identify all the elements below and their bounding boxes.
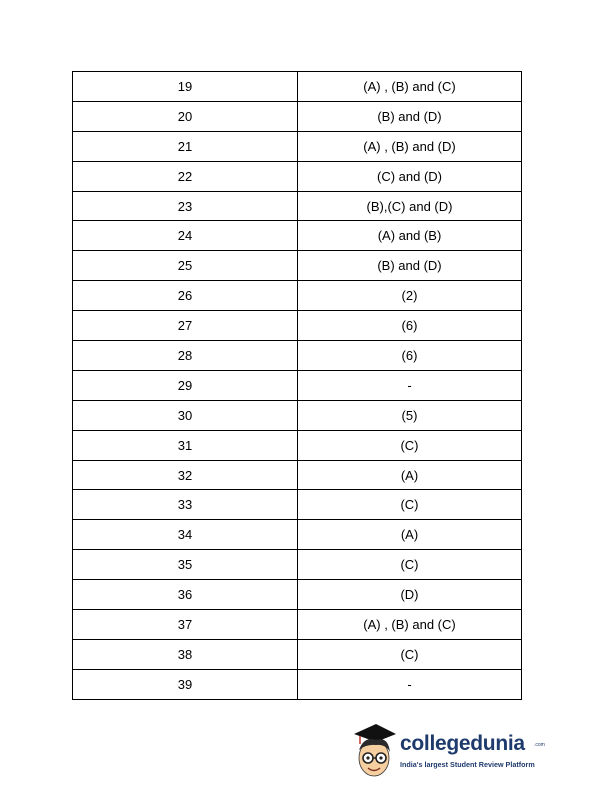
answer-rows [73,72,522,700]
mascot-icon [350,720,398,780]
answer: (C) [298,490,522,520]
question-number: 38 [73,639,298,669]
question-number: 33 [73,490,298,520]
answer: (A) [298,460,522,490]
question-number: 23 [73,191,298,221]
table-row [73,311,522,341]
answer: (5) [298,400,522,430]
table-row [73,490,522,520]
table-row [73,400,522,430]
question-number: 31 [73,430,298,460]
answer: (A) [298,520,522,550]
brand-tagline: India's largest Student Review Platform [400,760,535,769]
answer: (B) and (D) [298,251,522,281]
answer: (C) [298,639,522,669]
table-row [73,281,522,311]
table-row [73,191,522,221]
table-row [73,460,522,490]
answer: (6) [298,311,522,341]
table-row [73,221,522,251]
answer: (A) , (B) and (D) [298,131,522,161]
table-row [73,101,522,131]
table-row [73,430,522,460]
answer: (C) and (D) [298,161,522,191]
collegedunia-logo [350,720,550,780]
table-row [73,341,522,371]
question-number: 37 [73,610,298,640]
answer: (A) , (B) and (C) [298,610,522,640]
answer: (D) [298,580,522,610]
table-row [73,131,522,161]
table-row [73,251,522,281]
table-row [73,550,522,580]
question-number: 35 [73,550,298,580]
table-row [73,72,522,102]
question-number: 34 [73,520,298,550]
question-number: 26 [73,281,298,311]
question-number: 24 [73,221,298,251]
question-number: 25 [73,251,298,281]
table-row [73,669,522,699]
question-number: 28 [73,341,298,371]
question-number: 19 [73,72,298,102]
question-number: 27 [73,311,298,341]
table-row [73,580,522,610]
question-number: 20 [73,101,298,131]
answer: (A) , (B) and (C) [298,72,522,102]
table-row [73,370,522,400]
answer: (B),(C) and (D) [298,191,522,221]
answer: - [298,669,522,699]
answer: (C) [298,430,522,460]
question-number: 29 [73,370,298,400]
question-number: 22 [73,161,298,191]
table-row [73,610,522,640]
question-number: 21 [73,131,298,161]
answer: (C) [298,550,522,580]
table-row [73,520,522,550]
table-row [73,161,522,191]
question-number: 39 [73,669,298,699]
brand-name: collegedunia [400,732,525,755]
answer: (6) [298,341,522,371]
table-row [73,639,522,669]
answer: - [298,370,522,400]
question-number: 32 [73,460,298,490]
question-number: 36 [73,580,298,610]
question-number: 30 [73,400,298,430]
answer: (B) and (D) [298,101,522,131]
answer: (A) and (B) [298,221,522,251]
answer: (2) [298,281,522,311]
answer-key-table [72,71,522,700]
brand-suffix: .com [534,742,545,748]
